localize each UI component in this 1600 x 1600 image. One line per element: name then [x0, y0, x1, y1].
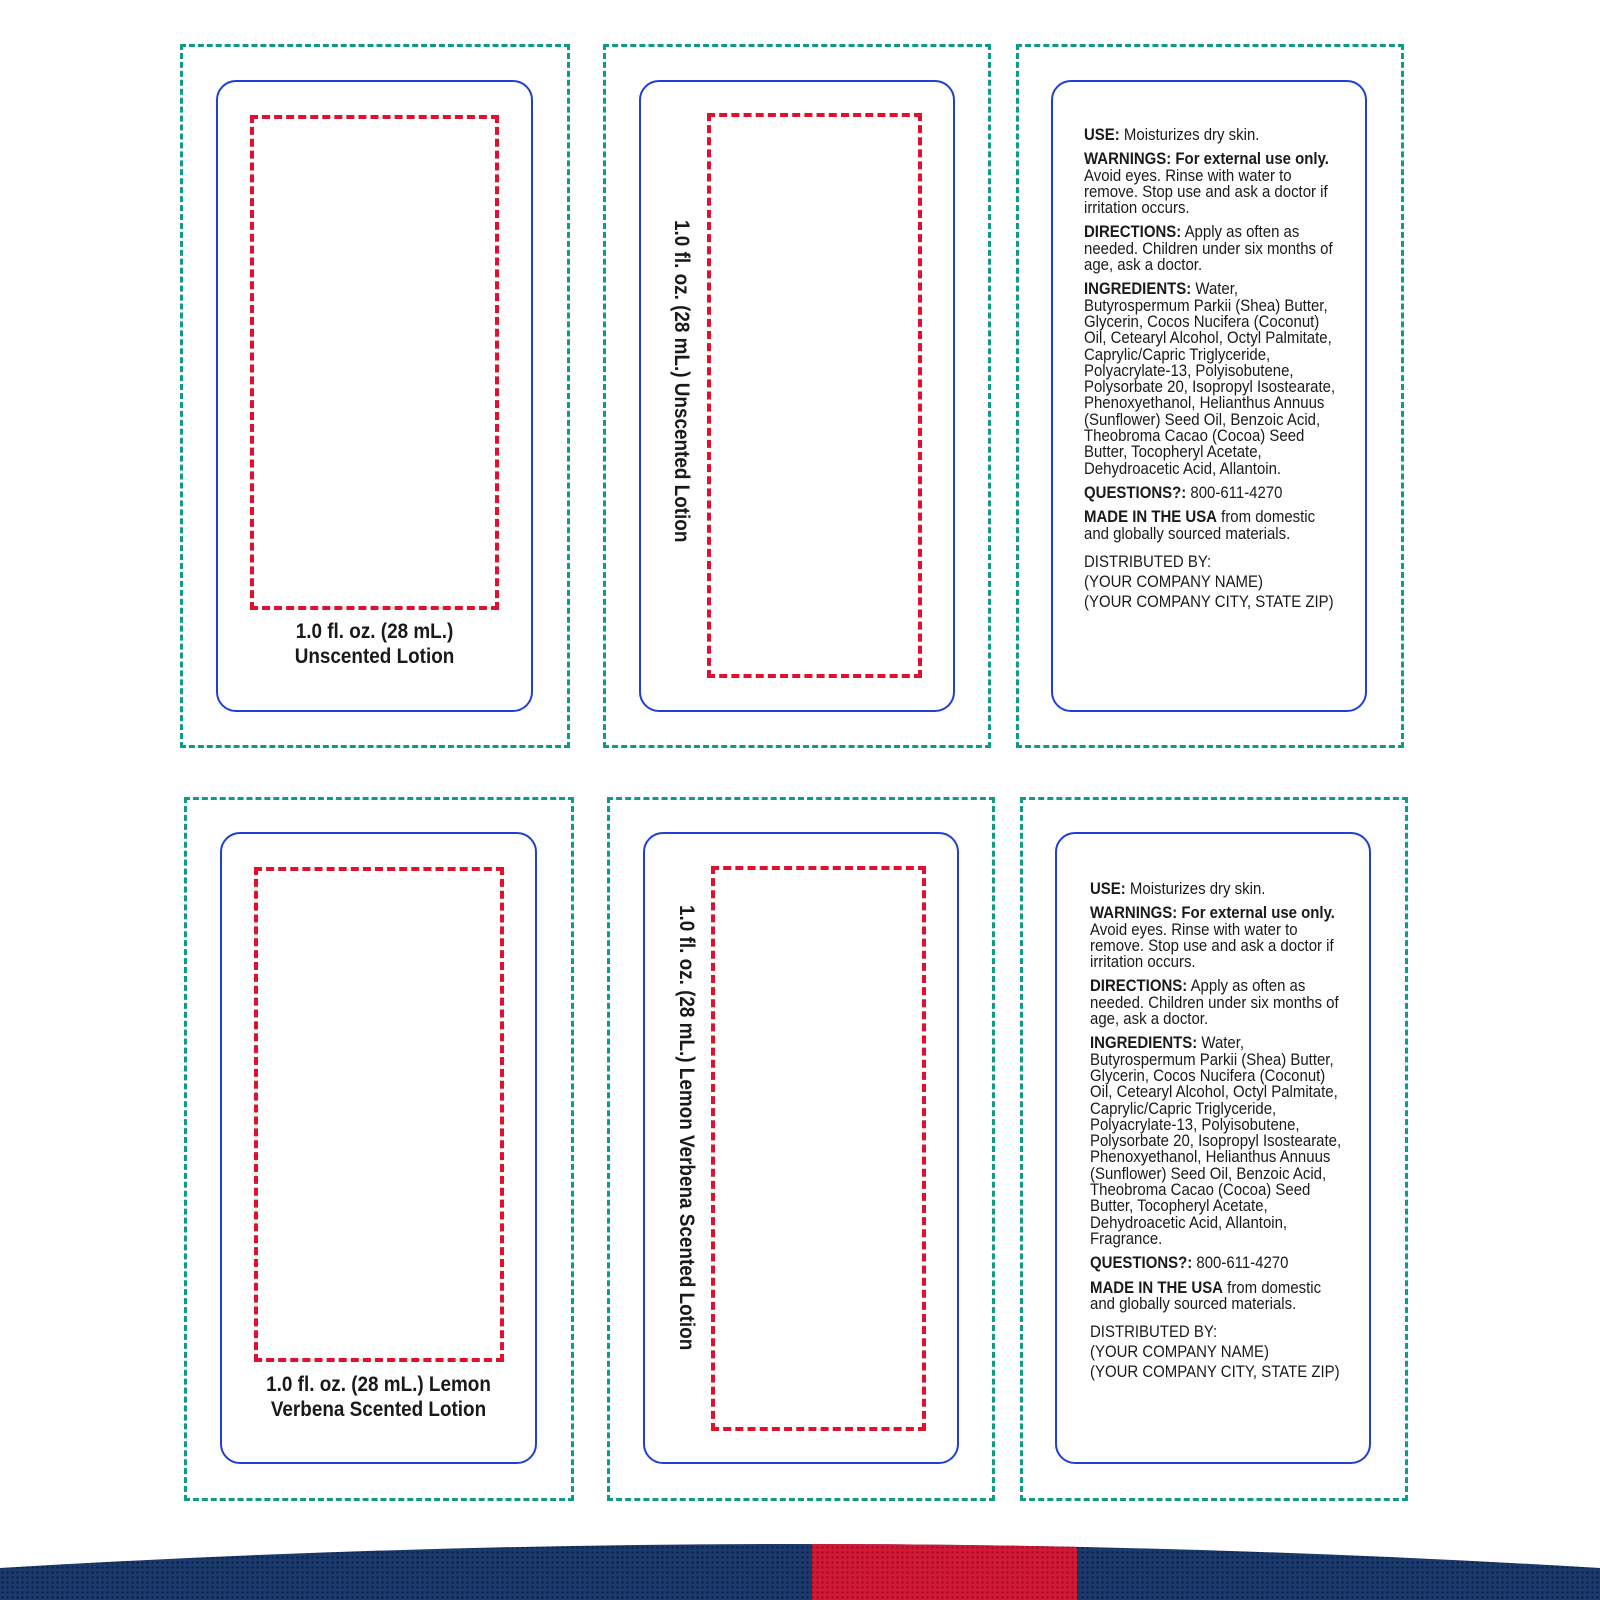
front-panel-safe-area [250, 115, 499, 610]
made-in-section: MADE IN THE USA from domestic and globally sourced materials. [1084, 507, 1316, 543]
directions-section: DIRECTIONS: Apply as often as needed. Children under six months of age, ask a doctor. [1084, 222, 1333, 275]
front-caption [236, 1372, 521, 1422]
back-panel-text [1084, 127, 1336, 612]
ingredients-section: INGREDIENTS: Water, Butyrospermum Parkii (Shea) Butter, Glycerin, Cocos Nucifera (Coconut) Oil, Cetearyl Alcohol, Octyl Palmitate, Caprylic/Capric Triglyceride, Polyacrylate-13, Polyisobutene, Polysorbate 20, Isopropyl Isostearate, Phenoxyethanol, Helianthus Annuus (Sunflower) Seed Oil, Benzoic Acid, Theobroma Cacao (Cocoa) Seed Butter, Tocopheryl Acetate, Dehydroacetic Acid, Allantoin, Fragrance. [1090, 1033, 1342, 1248]
distributor-name: (YOUR COMPANY NAME) [1090, 1342, 1269, 1362]
front-caption-line-1: 1.0 fl. oz. (28 mL.) Lemon [266, 1373, 491, 1396]
front-caption-line-1: 1.0 fl. oz. (28 mL.) [295, 620, 454, 643]
made-in-section: MADE IN THE USA from domestic and globally sourced materials. [1090, 1277, 1322, 1313]
back-panel-text [1090, 881, 1342, 1382]
distributor-block [1090, 1322, 1342, 1382]
warnings-section: WARNINGS: For external use only. Avoid eyes. Rinse with water to remove. Stop use and ask a doctor if irritation occurs. [1084, 149, 1329, 218]
directions-section: DIRECTIONS: Apply as often as needed. Children under six months of age, ask a doctor. [1090, 976, 1339, 1029]
distributor-name: (YOUR COMPANY NAME) [1084, 571, 1263, 591]
questions-section: QUESTIONS?: 800-611-4270 [1090, 1253, 1289, 1273]
front-caption [232, 619, 517, 669]
distributor-address: (YOUR COMPANY CITY, STATE ZIP) [1090, 1362, 1340, 1382]
front-caption-line-2: Verbena Scented Lotion [270, 1398, 487, 1421]
side-caption: 1.0 fl. oz. (28 mL.) Lemon Verbena Scented Lotion [675, 905, 698, 1351]
side-panel-safe-area [707, 113, 922, 678]
footer-red-stripe [812, 1500, 1077, 1600]
distributor-heading: DISTRIBUTED BY: [1084, 551, 1212, 571]
front-panel-safe-area [254, 867, 504, 1362]
footer-halftone-band [0, 1500, 1600, 1600]
distributor-address: (YOUR COMPANY CITY, STATE ZIP) [1084, 591, 1334, 611]
distributor-block [1084, 552, 1336, 612]
use-section: USE: Moisturizes dry skin. [1084, 125, 1260, 144]
distributor-heading: DISTRIBUTED BY: [1090, 1322, 1218, 1342]
ingredients-section: INGREDIENTS: Water, Butyrospermum Parkii (Shea) Butter, Glycerin, Cocos Nucifera (Coconut) Oil, Cetearyl Alcohol, Octyl Palmitate, Caprylic/Capric Triglyceride, Polyacrylate-13, Polyisobutene, Polysorbate 20, Isopropyl Isostearate, Phenoxyethanol, Helianthus Annuus (Sunflower) Seed Oil, Benzoic Acid, Theobroma Cacao (Cocoa) Seed Butter, Tocopheryl Acetate, Dehydroacetic Acid, Allantoin. [1084, 279, 1336, 478]
footer-navy-field [0, 1500, 1600, 1600]
use-section: USE: Moisturizes dry skin. [1090, 879, 1266, 898]
side-panel-safe-area [711, 866, 926, 1431]
side-caption: 1.0 fl. oz. (28 mL.) Unscented Lotion [670, 220, 693, 543]
front-caption-line-2: Unscented Lotion [294, 645, 455, 668]
warnings-section: WARNINGS: For external use only. Avoid eyes. Rinse with water to remove. Stop use and ask a doctor if irritation occurs. [1090, 903, 1335, 972]
questions-section: QUESTIONS?: 800-611-4270 [1084, 482, 1283, 502]
